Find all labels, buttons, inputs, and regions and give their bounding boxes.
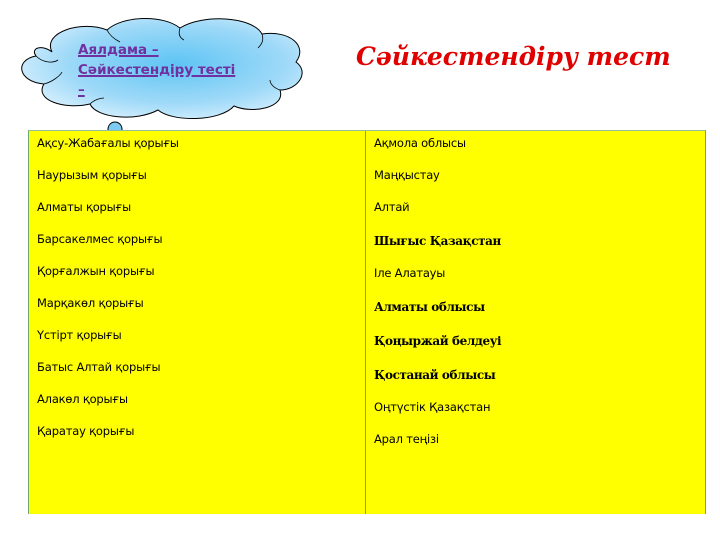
reserve-item: Алакөл қорығы (37, 392, 128, 406)
reserve-item: Алматы қорығы (37, 200, 132, 214)
region-item: Іле Алатауы (374, 266, 446, 280)
reserve-item: Қорғалжын қорығы (37, 264, 155, 278)
region-item: Маңқыстау (374, 168, 440, 182)
regions-column (366, 131, 705, 514)
region-item: Алтай (374, 200, 410, 214)
reserve-item: Үстірт қорығы (37, 328, 122, 342)
page-title: Сәйкестендіру тест (356, 42, 671, 71)
reserve-item: Батыс Алтай қорығы (37, 360, 161, 374)
reserve-item: Наурызым қорығы (37, 168, 147, 182)
cloud-link-line-3[interactable]: – (78, 82, 85, 98)
cloud-link-text[interactable] (78, 40, 268, 100)
region-item: Арал теңізі (374, 432, 439, 446)
region-item: Қостанай облысы (374, 368, 496, 382)
reserve-item: Ақсу-Жабағалы қорығы (37, 136, 179, 150)
reserve-item: Қаратау қорығы (37, 424, 135, 438)
reserves-column (29, 131, 366, 514)
cloud-callout (12, 10, 308, 138)
matching-table (28, 130, 706, 514)
region-item: Алматы облысы (374, 300, 485, 314)
reserve-item: Марқакөл қорығы (37, 296, 144, 310)
reserve-item: Барсакелмес қорығы (37, 232, 163, 246)
cloud-link-line-2[interactable]: Сәйкестендіру тесті (78, 62, 236, 78)
region-item: Ақмола облысы (374, 136, 466, 150)
cloud-link-line-1[interactable]: Аялдама – (78, 42, 159, 58)
region-item: Оңтүстік Қазақстан (374, 400, 491, 414)
region-item: Қоңыржай белдеуі (374, 334, 502, 348)
region-item: Шығыс Қазақстан (374, 234, 501, 248)
